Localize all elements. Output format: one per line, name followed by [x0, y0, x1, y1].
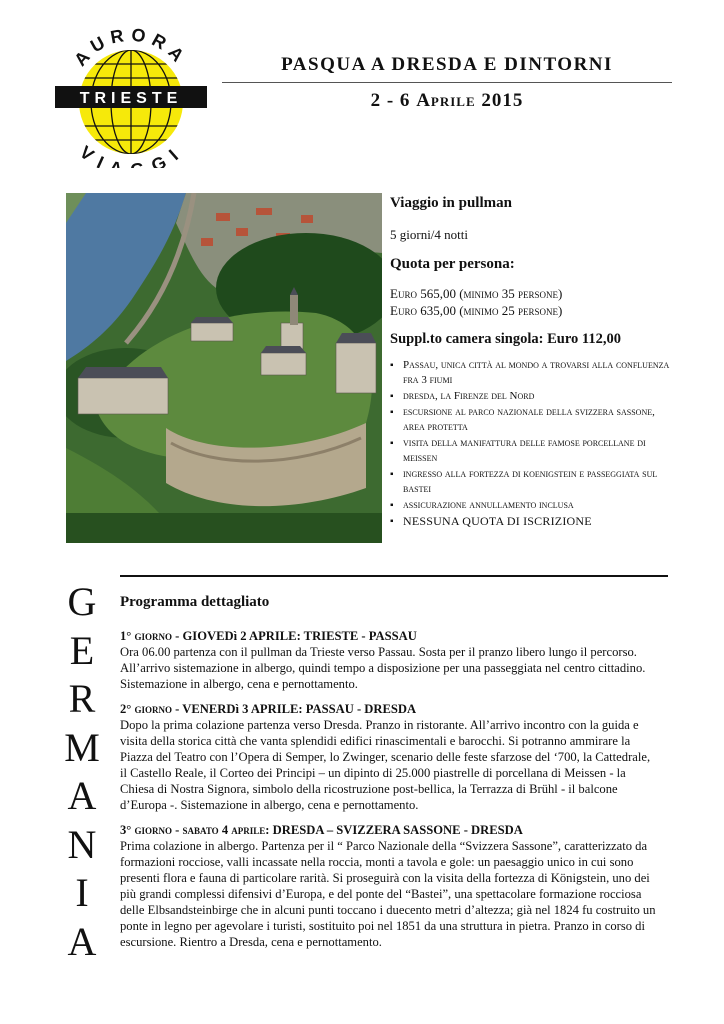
price-line-1: Euro 565,00 (minimo 35 persone) [390, 286, 563, 301]
day-text: Ora 06.00 partenza con il pullman da Trieste verso Passau. Sosta per il pranzo libero lungo il percorso. All’arrivo sistemazione in albergo, quindi tempo a disposizione per una passeggiata nel centro cittadino. Sistemazione in albergo, cena e pernottamento. [120, 645, 646, 691]
day-heading: 3° giorno - sabato 4 aprile: DRESDA – SVIZZERA SASSONE - DRESDA [120, 823, 523, 837]
trip-info [390, 193, 670, 530]
list-item: ▪ dresda, la Firenze del Nord [390, 389, 670, 404]
aurora-viaggi-logo [52, 28, 210, 168]
date-year: 2015 [475, 90, 524, 111]
date-days: 2 - 6 [370, 90, 417, 111]
program-divider [120, 575, 668, 577]
letter: N [67, 821, 97, 867]
day-2 [120, 701, 660, 813]
price-line-2: Euro 635,00 (minimo 25 persone) [390, 303, 563, 318]
letter: R [68, 676, 96, 721]
list-item: ▪ assicurazione annullamento inclusa [390, 498, 670, 513]
list-item: ▪ ingresso alla fortezza di koenigstein e passeggiata sul bastei [390, 467, 670, 497]
list-item: ▪ escursione al parco nazionale della svizzera sassone, area protetta [390, 405, 670, 435]
day-heading: 2° giorno - VENERDì 3 APRILE: PASSAU - DRESDA [120, 702, 417, 716]
trip-duration: 5 giorni/4 notti [390, 227, 468, 242]
day-1 [120, 628, 660, 692]
letter: A [67, 918, 97, 964]
day-text: Prima colazione in albergo. Partenza per il “ Parco Nazionale della “Svizzera Sassone”, caratterizzato da formazioni rocciose, valli incassate nella roccia, monti a tavola e gole: un paesaggio unico in cui sono presenti flora e fauna di particolare rarità. Si proseguirà con la visita della fortezza di Königstein, uno dei più grandi complessi difensivi d’Europa, e del ponte del “Bastei”, una spettacolare formazione rocciosa delle Elbsandsteinbirge che in alcuni punti toccano i duecento metri d’altezza; già nel 1824 fu costruito un ponte in legno per agevolare i turisti, sostituito poi nel 1851 da una struttura in pietra. Pranzo in corso di escursione. Rientro a Dresda, cena e pernottamento. [120, 839, 656, 949]
logo-top-text: AURORA [70, 28, 192, 70]
vertical-country-word [56, 578, 108, 966]
globe-logo-icon [52, 28, 210, 168]
day-text: Dopo la prima colazione partenza verso Dresda. Pranzo in ristorante. All’arrivo incontro con la guida e visita della storica città che vanta splendidi edifici rinascimentali e barocchi. Si potranno ammirare la Piazza del Teatro con l’Opera di Semper, lo Zwinger, scenario delle feste sfarzose del ‘700, la Cattedrale, il Castello Reale, il Corteo dei Principi – un dipinto di 25.000 piastrelle di porcellana di Meissen - la Chiesa di Nostra Signora, simbolo della ricostruzione post-bellica, la Terrazza di Brühl - il balcone d’Europa -. Sistemazione in albergo, cena e pernottamento. [120, 718, 651, 812]
price-heading: Quota per persona: [390, 256, 515, 272]
logo-bottom-text: VI GI [75, 141, 187, 168]
list-item: ▪ Passau, unica città al mondo a trovarsi alla confluenza fra 3 fiumi [390, 358, 670, 388]
trip-dates [222, 90, 672, 112]
letter: A [67, 773, 97, 818]
letter: I [75, 870, 89, 915]
page-title: PASQUA A DRESDA E DINTORNI [281, 54, 613, 75]
day-3 [120, 822, 660, 950]
letter: G [67, 579, 97, 624]
list-item: ▪ NESSUNA QUOTA DI ISCRIZIONE [390, 514, 670, 529]
day-heading: 1° giorno - GIOVEDì 2 APRILE: TRIESTE - PASSAU [120, 629, 417, 643]
fortress-photo [66, 193, 382, 543]
letter: M [64, 724, 100, 770]
list-item: ▪ visita della manifattura delle famose porcellane di meissen [390, 436, 670, 466]
header-divider [222, 82, 672, 83]
date-month: Aprile [416, 90, 476, 111]
program-title: Programma dettagliato [120, 594, 270, 610]
single-supplement: Suppl.to camera singola: Euro 112,00 [390, 331, 621, 347]
logo-band-text: TRIESTE [79, 90, 183, 107]
letter: E [69, 627, 95, 673]
konigstein-fortress-image-icon [66, 193, 382, 543]
travel-mode: Viaggio in pullman [390, 195, 512, 211]
highlights-list [390, 358, 670, 529]
